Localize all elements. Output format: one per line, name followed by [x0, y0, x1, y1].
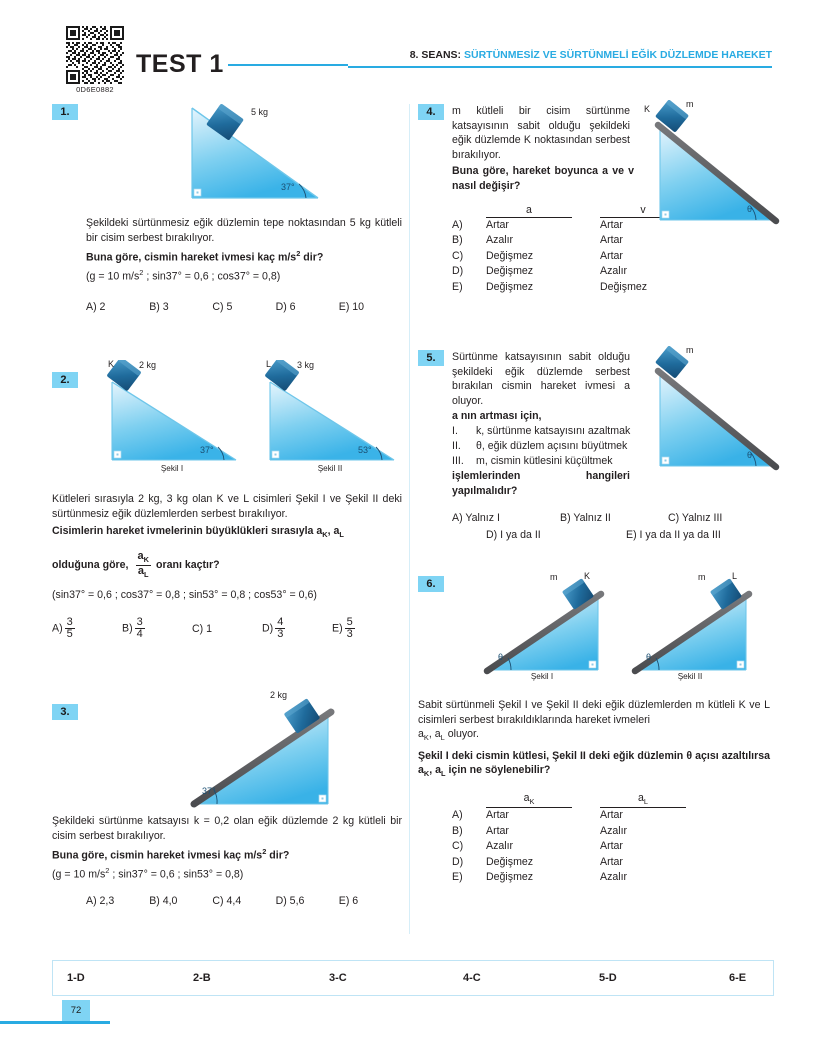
- row-value-ak: Değişmez: [486, 871, 534, 884]
- row-gap: [572, 839, 600, 855]
- figure-caption: Şekil I: [530, 672, 554, 681]
- fraction-denominator: 3: [346, 628, 353, 641]
- question-number: 2.: [52, 372, 78, 388]
- row-value-al: Artar: [600, 809, 623, 822]
- question-options-row-1: [452, 512, 770, 524]
- question-options: [86, 301, 402, 313]
- given-sup: 2: [105, 866, 110, 876]
- figure-point-label: K: [644, 104, 651, 114]
- option-d[interactable]: D) I ya da II: [486, 529, 541, 542]
- question-prompt: [418, 749, 770, 782]
- answer-row-c[interactable]: [452, 249, 770, 265]
- question-prompt-fraction-line: [52, 551, 402, 580]
- option-c[interactable]: C) 5: [212, 300, 233, 313]
- row-gap: [572, 264, 600, 280]
- question-number: 6.: [418, 576, 444, 592]
- prompt-tail: için ne söylenebilir?: [445, 764, 551, 777]
- left-column: [52, 104, 402, 924]
- option-e[interactable]: [332, 617, 402, 640]
- row-letter: C): [452, 249, 464, 262]
- column-divider: [409, 104, 410, 934]
- figure-angle-label: θ: [498, 652, 504, 662]
- row-value-a: Azalır: [486, 234, 514, 247]
- option-c[interactable]: C) 4,4: [212, 894, 242, 907]
- session-topic: SÜRTÜNMESİZ VE SÜRTÜNMELİ EĞİK DÜZLEMDE HAREKET: [463, 49, 772, 61]
- option-a[interactable]: A) 2,3: [86, 894, 115, 907]
- page-header: [0, 0, 828, 100]
- session-label: 8. SEANS:: [409, 49, 462, 61]
- header-symbol: a: [523, 792, 530, 805]
- row-letter: A): [452, 809, 463, 822]
- question-prompt: [52, 845, 402, 863]
- row-value-v: Artar: [600, 234, 623, 247]
- qr-code-block: [62, 26, 128, 94]
- given-text: (g = 10 m/s: [86, 270, 140, 283]
- prompt-tail: dir?: [300, 251, 324, 264]
- header-symbol: a: [637, 792, 644, 805]
- row-value-a: Değişmez: [486, 265, 534, 278]
- figure-mass-label: 5 kg: [251, 107, 269, 117]
- test-title: TEST 1: [136, 50, 224, 78]
- question-number: 1.: [52, 104, 78, 120]
- figure-angle-label: θ: [747, 204, 753, 214]
- question-statement-cont: [418, 727, 770, 746]
- option-letter: D): [262, 622, 274, 635]
- answer-row-d[interactable]: [452, 264, 770, 280]
- answer-row-c[interactable]: [452, 839, 770, 855]
- option-b[interactable]: B) Yalnız II: [560, 512, 611, 525]
- row-value-ak: Değişmez: [486, 855, 534, 868]
- row-value-v: Artar: [600, 249, 623, 262]
- inclined-plane-svg: [628, 572, 778, 684]
- figure-inclined-plane-q2-ii: [254, 360, 404, 486]
- question-statement: Şekildeki sürtünme katsayısı k = 0,2 olan eğik düzlemde 2 kg kütleli bir cisim serbest bırakılıyor.: [52, 815, 402, 842]
- accel-tail: oluyor.: [444, 728, 479, 741]
- row-letter: B): [452, 824, 463, 837]
- ratio-fraction: [136, 551, 151, 580]
- question-prompt-1: a nın artması için,: [452, 410, 542, 423]
- header-rule: [228, 64, 348, 66]
- roman-numeral: III.: [452, 454, 464, 467]
- row-gap: [572, 808, 600, 824]
- prompt-text-3: oranı kaçtır?: [155, 559, 220, 572]
- figure-point-label: L: [266, 359, 272, 369]
- answer-row-a[interactable]: [452, 808, 770, 824]
- roman-item-2: [452, 439, 642, 454]
- option-c[interactable]: [192, 623, 262, 635]
- prompt-sub-1: K: [423, 769, 430, 779]
- qr-code-id: 0D6E0882: [76, 85, 114, 94]
- row-gap: [572, 218, 600, 234]
- column-header-ak: [486, 792, 572, 808]
- figure-mass-label: m: [686, 99, 694, 109]
- figure-mass-label: m: [686, 345, 694, 355]
- row-value-a: Değişmez: [486, 280, 534, 293]
- answer-key-4: 4-C: [463, 972, 481, 984]
- row-letter: E): [452, 280, 463, 293]
- roman-text: m, cismin kütlesini küçültmek: [476, 454, 613, 467]
- roman-text: θ, eğik düzlem açısını büyütmek: [476, 439, 628, 452]
- inclined-plane-svg: [254, 360, 404, 476]
- row-letter: D): [452, 265, 464, 278]
- option-e[interactable]: E) 6: [338, 894, 359, 907]
- inclined-plane-svg: [644, 100, 784, 235]
- answer-row-b[interactable]: [452, 824, 770, 840]
- row-value-al: Azalır: [600, 871, 628, 884]
- answer-table-header: [452, 792, 770, 808]
- figure-mass-label: 3 kg: [297, 360, 315, 370]
- row-value-ak: Artar: [486, 809, 509, 822]
- row-gap: [572, 280, 600, 296]
- roman-text: k, sürtünme katsayısını azaltmak: [476, 424, 631, 437]
- row-gap: [572, 249, 600, 265]
- roman-item-1: [452, 424, 642, 439]
- question-statement: [418, 698, 770, 727]
- prompt-text: Şekil I deki cismin kütlesi, Şekil II deki eğik düzlemin θ açısı azaltılırsa a: [418, 749, 770, 777]
- row-gap: [572, 824, 600, 840]
- answer-row-d[interactable]: [452, 855, 770, 871]
- header-subscript: K: [529, 797, 535, 807]
- answer-table: [452, 792, 770, 886]
- header-underline: [348, 66, 772, 68]
- prompt-mid: , a: [327, 525, 340, 538]
- page-footer-rule: [0, 1021, 110, 1024]
- roman-numeral: I.: [452, 424, 458, 437]
- accel-k-sub: K: [423, 733, 429, 743]
- answer-key-2: 2-B: [193, 972, 211, 984]
- figure-point-label: K: [584, 571, 591, 581]
- row-value-a: Değişmez: [486, 249, 534, 262]
- question-body: [86, 104, 402, 313]
- fraction-denominator: 3: [277, 628, 284, 641]
- prompt-sup: 2: [262, 847, 267, 857]
- given-sup: 2: [139, 268, 144, 278]
- figure-inclined-plane-q6-ii: [628, 572, 778, 694]
- answer-key-3: 3-C: [329, 972, 347, 984]
- question-body: [52, 359, 402, 641]
- figure-mass-label: 2 kg: [139, 360, 157, 370]
- header-spacer: [452, 204, 486, 218]
- denominator-symbol: a: [137, 565, 145, 578]
- right-column: [418, 99, 770, 924]
- figure-point-label: K: [108, 359, 115, 369]
- numerator-symbol: a: [137, 549, 144, 562]
- row-letter: C): [452, 840, 464, 853]
- figure-inclined-plane-q3: [176, 692, 356, 814]
- figure-inclined-plane-q4: [644, 100, 784, 235]
- question-body: [52, 690, 402, 907]
- inclined-plane-svg: [644, 346, 784, 481]
- prompt-sub-2: L: [339, 530, 344, 540]
- column-gap: [572, 204, 600, 218]
- header-spacer: [452, 792, 486, 808]
- question-statement: Kütleleri sırasıyla 2 kg, 3 kg olan K ve L cisimleri Şekil I ve Şekil II deki sürtünmesiz eğik düzlemlerden serbest bırakılıyor.: [52, 493, 402, 520]
- question-number: 3.: [52, 704, 78, 720]
- question-number: 4.: [418, 104, 444, 120]
- fraction-numerator: 4: [277, 616, 284, 629]
- figure-angle-label: 37°: [202, 786, 216, 796]
- given-tail: ; sin37° = 0,6 ; cos37° = 0,8): [143, 270, 281, 283]
- figure-mass-label: m: [550, 572, 558, 582]
- figure-caption: Şekil II: [677, 672, 703, 681]
- question-prompt: [52, 524, 402, 543]
- inclined-plane-svg: [168, 102, 328, 210]
- option-c[interactable]: C) Yalnız III: [668, 512, 723, 525]
- option-d[interactable]: D) 5,6: [275, 894, 305, 907]
- inclined-plane-svg: [480, 572, 630, 684]
- prompt-text: Buna göre, cismin hareket ivmesi kaç m/s: [86, 251, 297, 264]
- option-letter: B): [122, 622, 133, 635]
- inclined-plane-svg: [96, 360, 246, 476]
- answer-row-e[interactable]: [452, 280, 770, 296]
- answer-row-b[interactable]: [452, 233, 770, 249]
- figure-point-label: L: [732, 571, 738, 581]
- figure-caption: Şekil I: [160, 464, 184, 473]
- roman-numeral: II.: [452, 439, 461, 452]
- denominator-subscript: L: [144, 570, 149, 580]
- question-options-row-2: [452, 529, 804, 541]
- question-number: 5.: [418, 350, 444, 366]
- row-gap: [572, 233, 600, 249]
- column-header-a: a: [486, 204, 572, 218]
- fraction-numerator: 3: [66, 616, 73, 629]
- statement-text: Sabit sürtünmeli Şekil I ve Şekil II deki eğik düzlemlerden m kütleli K ve L cisimleri serbest bırakıldıklarında hareket ivmeleri: [418, 699, 770, 726]
- given-tail: ; sin37° = 0,6 ; sin53° = 0,8): [109, 868, 244, 881]
- option-letter: E): [332, 622, 343, 635]
- row-letter: D): [452, 855, 464, 868]
- fraction-denominator: 4: [136, 628, 143, 641]
- answer-key-1: 1-D: [67, 972, 85, 984]
- answer-key-5: 5-D: [599, 972, 617, 984]
- column-header-al: [600, 792, 686, 808]
- answer-key-bar: [52, 960, 774, 996]
- option-e[interactable]: E) I ya da II ya da III: [626, 529, 721, 542]
- prompt-mid: , a: [429, 764, 442, 777]
- figure-caption: Şekil II: [317, 464, 343, 473]
- row-letter: A): [452, 218, 463, 231]
- fraction-numerator: 5: [346, 616, 353, 629]
- row-value-v: Azalır: [600, 265, 628, 278]
- column-header-v: v: [600, 204, 686, 218]
- question-prompt: Buna göre, hareket boyunca a ve v nasıl değişir?: [452, 165, 634, 192]
- figure-angle-label: θ: [747, 450, 753, 460]
- page-number-badge: 72: [62, 1000, 90, 1021]
- option-a[interactable]: A) 2: [86, 300, 106, 313]
- accel-l: , a: [428, 728, 441, 741]
- row-value-al: Azalır: [600, 824, 628, 837]
- question-body: [418, 571, 770, 886]
- prompt-sub-1: K: [322, 530, 328, 540]
- column-gap: [572, 792, 600, 808]
- fraction-numerator: [136, 551, 151, 565]
- option-value: 1: [206, 622, 213, 635]
- question-prompt: [86, 247, 402, 265]
- option-b[interactable]: B) 3: [149, 300, 169, 313]
- answer-row-e[interactable]: [452, 870, 770, 886]
- question-statement: Şekildeki sürtünmesiz eğik düzlemin tepe noktasından 5 kg kütleli bir cisim serbest bırakılıyor.: [86, 217, 402, 244]
- figure-mass-label: 2 kg: [270, 690, 288, 700]
- figure-inclined-plane-q5: [644, 346, 784, 481]
- row-letter: E): [452, 871, 463, 884]
- row-gap: [572, 870, 600, 886]
- row-gap: [572, 855, 600, 871]
- question-options: [52, 617, 402, 640]
- question-statement: Sürtünme katsayısının sabit olduğu şekildeki eğik düzlemde serbest bırakılan cismin hareket ivmesi a oluyor.: [452, 351, 630, 407]
- prompt-sub-2: L: [441, 769, 446, 779]
- prompt-sup: 2: [296, 249, 301, 259]
- row-value-a: Artar: [486, 218, 509, 231]
- option-b[interactable]: [122, 617, 192, 640]
- row-value-ak: Artar: [486, 824, 509, 837]
- question-statement: m kütleli bir cisim sürtünme katsayısının sabit olduğu şekildeki eğik düzlemde K noktasından serbest bırakılıyor.: [452, 105, 630, 161]
- figure-inclined-plane-q2-i: [96, 360, 246, 486]
- figure-angle-label: θ: [646, 652, 652, 662]
- option-a[interactable]: A) Yalnız I: [452, 512, 500, 525]
- prompt-text: Buna göre, cismin hareket ivmesi kaç m/s: [52, 849, 263, 862]
- header-subscript: L: [643, 797, 649, 807]
- option-fraction: [275, 617, 285, 640]
- question-body: [452, 345, 770, 542]
- given-text: (g = 10 m/s: [52, 868, 106, 881]
- option-a[interactable]: [52, 617, 122, 640]
- figure-mass-label: m: [698, 572, 706, 582]
- option-fraction: [65, 617, 75, 640]
- row-letter: B): [452, 234, 463, 247]
- option-fraction: [135, 617, 145, 640]
- option-e[interactable]: E) 10: [338, 300, 365, 313]
- prompt-text-1: Cisimlerin hareket ivmelerinin büyüklükleri sırasıyla a: [52, 525, 323, 538]
- prompt-tail: dir?: [266, 849, 290, 862]
- question-given: (sin37° = 0,6 ; cos37° = 0,8 ; sin53° = 0,8 ; cos53° = 0,6): [52, 589, 317, 602]
- row-value-al: Artar: [600, 855, 623, 868]
- roman-item-3: [452, 454, 642, 469]
- figure-inclined-plane-q1: [168, 102, 328, 210]
- fraction-denominator: 5: [66, 628, 73, 641]
- row-value-ak: Azalır: [486, 840, 514, 853]
- prompt-text-2: olduğuna göre,: [52, 559, 129, 572]
- figure-angle-label: 37°: [200, 445, 214, 455]
- figure-angle-label: 53°: [358, 445, 372, 455]
- session-topic-line: [410, 49, 772, 61]
- question-prompt-2: işlemlerinden hangileri yapılmalıdır?: [452, 469, 630, 497]
- fraction-numerator: 3: [136, 616, 143, 629]
- accel-k: a: [418, 728, 424, 741]
- option-d[interactable]: [262, 617, 332, 640]
- row-value-v: Değişmez: [600, 280, 648, 293]
- row-value-v: Artar: [600, 218, 623, 231]
- option-fraction: [345, 617, 355, 640]
- question-options: [86, 895, 402, 907]
- question-given: [52, 863, 402, 883]
- option-letter: C): [192, 622, 204, 635]
- figure-inclined-plane-q6-i: [480, 572, 630, 694]
- figure-angle-label: 37°: [281, 182, 295, 192]
- option-b[interactable]: B) 4,0: [149, 894, 178, 907]
- option-letter: A): [52, 622, 63, 635]
- answer-key-6: 6-E: [729, 972, 747, 984]
- question-body: [452, 99, 770, 295]
- numerator-subscript: K: [143, 555, 149, 565]
- qr-code-icon: [66, 26, 124, 84]
- fraction-denominator: [136, 565, 151, 580]
- question-given: [86, 265, 402, 285]
- row-value-al: Artar: [600, 840, 623, 853]
- option-d[interactable]: D) 6: [275, 300, 296, 313]
- accel-l-sub: L: [440, 733, 445, 743]
